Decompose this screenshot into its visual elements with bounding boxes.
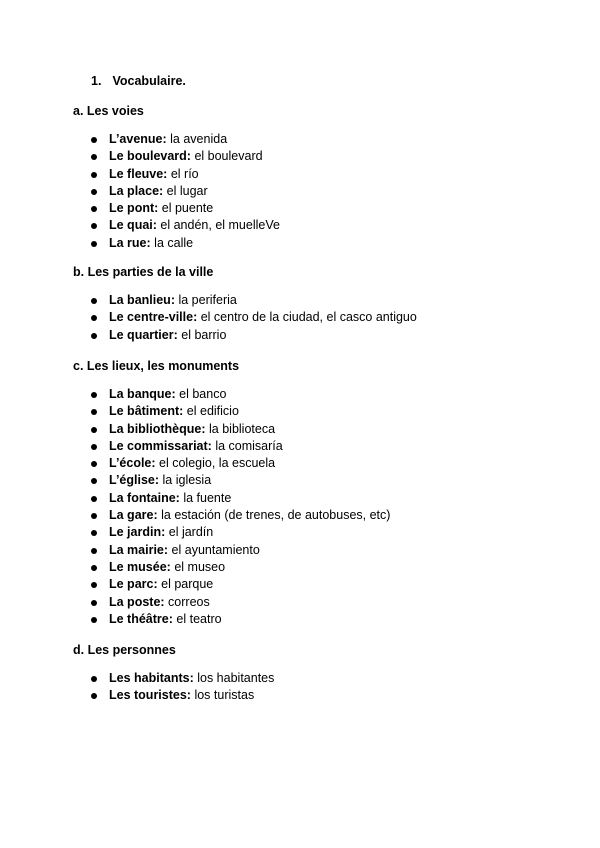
list-item [91,611,390,628]
bullet-icon [91,676,97,682]
list-item [91,327,417,344]
term: L’église: [109,473,160,488]
list-item [91,421,390,438]
definition: la estación (de trenes, de autobuses, etc) [161,508,391,523]
heading-title: Vocabulaire. [112,74,186,88]
bullet-icon [91,617,97,623]
list-item [91,472,390,489]
list-item [91,386,390,403]
bullet-icon [91,496,97,502]
definition: el parque [161,577,214,592]
list-item [91,292,417,309]
definition: la calle [154,235,194,250]
term: La place: [109,183,164,198]
bullet-icon [91,548,97,554]
bullet-icon [91,693,97,699]
definition: la fuente [183,490,232,505]
list-item [91,490,390,507]
term: Le fleuve: [109,166,168,181]
definition: la biblioteca [209,421,276,436]
list-parties [91,292,417,344]
bullet-icon [91,298,97,304]
term: La gare: [109,508,158,523]
definition: la iglesia [162,473,212,488]
term: Le jardin: [109,525,166,540]
bullet-icon [91,315,97,321]
list-item [91,217,280,234]
definition: el ayuntamiento [171,542,260,557]
bullet-icon [91,530,97,536]
definition: el museo [174,559,226,574]
term: Les touristes: [109,688,191,703]
list-item [91,687,274,704]
list-lieux [91,386,390,628]
definition: el teatro [176,611,222,626]
list-item [91,576,390,593]
definition: la avenida [170,132,228,146]
term: Le quai: [109,218,157,233]
term: Le commissariat: [109,438,212,453]
bullet-icon [91,409,97,415]
list-item [91,235,280,252]
bullet-icon [91,154,97,160]
definition: el río [170,166,199,181]
list-item [91,507,390,524]
term: La banque: [109,387,176,401]
bullet-icon [91,427,97,433]
bullet-icon [91,513,97,519]
bullet-icon [91,600,97,606]
term: Le centre-ville: [109,310,198,325]
term: La poste: [109,594,165,609]
list-item [91,559,390,576]
term: Les habitants: [109,671,194,685]
bullet-icon [91,461,97,467]
list-item [91,309,417,326]
bullet-icon [91,223,97,229]
list-item [91,200,280,217]
term: Le parc: [109,577,158,592]
term: Le musée: [109,559,171,574]
bullet-icon [91,478,97,484]
list-item [91,166,280,183]
bullet-icon [91,172,97,178]
list-voies [91,131,280,252]
definition: la comisaría [215,438,283,453]
list-item [91,524,390,541]
heading-number: 1. [91,74,102,88]
term: L’avenue: [109,132,167,146]
main-heading [91,73,186,89]
definition: los turistas [194,688,255,703]
definition: el jardín [168,525,214,540]
list-item [91,455,390,472]
definition: correos [168,594,210,609]
bullet-icon [91,137,97,143]
bullet-icon [91,392,97,398]
definition: la periferia [178,293,237,307]
term: La bibliothèque: [109,421,206,436]
definition: el boulevard [194,149,263,164]
list-item [91,183,280,200]
definition: el colegio, la escuela [159,456,276,471]
list-item [91,438,390,455]
term: La rue: [109,235,151,250]
term: Le boulevard: [109,149,191,164]
list-item [91,131,280,148]
bullet-icon [91,241,97,247]
definition: el puente [161,201,214,216]
definition: el banco [179,387,227,401]
list-item [91,542,390,559]
bullet-icon [91,565,97,571]
definition: el centro de la ciudad, el casco antiguo [200,310,417,325]
definition: los habitantes [197,671,275,685]
section-title-parties: b. Les parties de la ville [73,265,214,279]
list-personnes [91,670,274,705]
section-title-personnes: d. Les personnes [73,643,176,657]
list-item [91,594,390,611]
term: La fontaine: [109,490,180,505]
definition: el barrio [181,327,227,342]
term: La banlieu: [109,293,175,307]
term: La mairie: [109,542,169,557]
definition: el andén, el muelleVe [160,218,280,233]
list-item [91,403,390,420]
definition: el edificio [186,404,239,419]
section-title-voies: a. Les voies [73,104,144,118]
section-title-lieux: c. Les lieux, les monuments [73,359,240,373]
list-item [91,148,280,165]
term: L’école: [109,456,156,471]
bullet-icon [91,206,97,212]
bullet-icon [91,444,97,450]
term: Le pont: [109,201,159,216]
term: Le bâtiment: [109,404,184,419]
bullet-icon [91,582,97,588]
list-item [91,670,274,687]
definition: el lugar [166,183,208,198]
bullet-icon [91,333,97,339]
term: Le quartier: [109,327,178,342]
term: Le théâtre: [109,611,173,626]
bullet-icon [91,189,97,195]
